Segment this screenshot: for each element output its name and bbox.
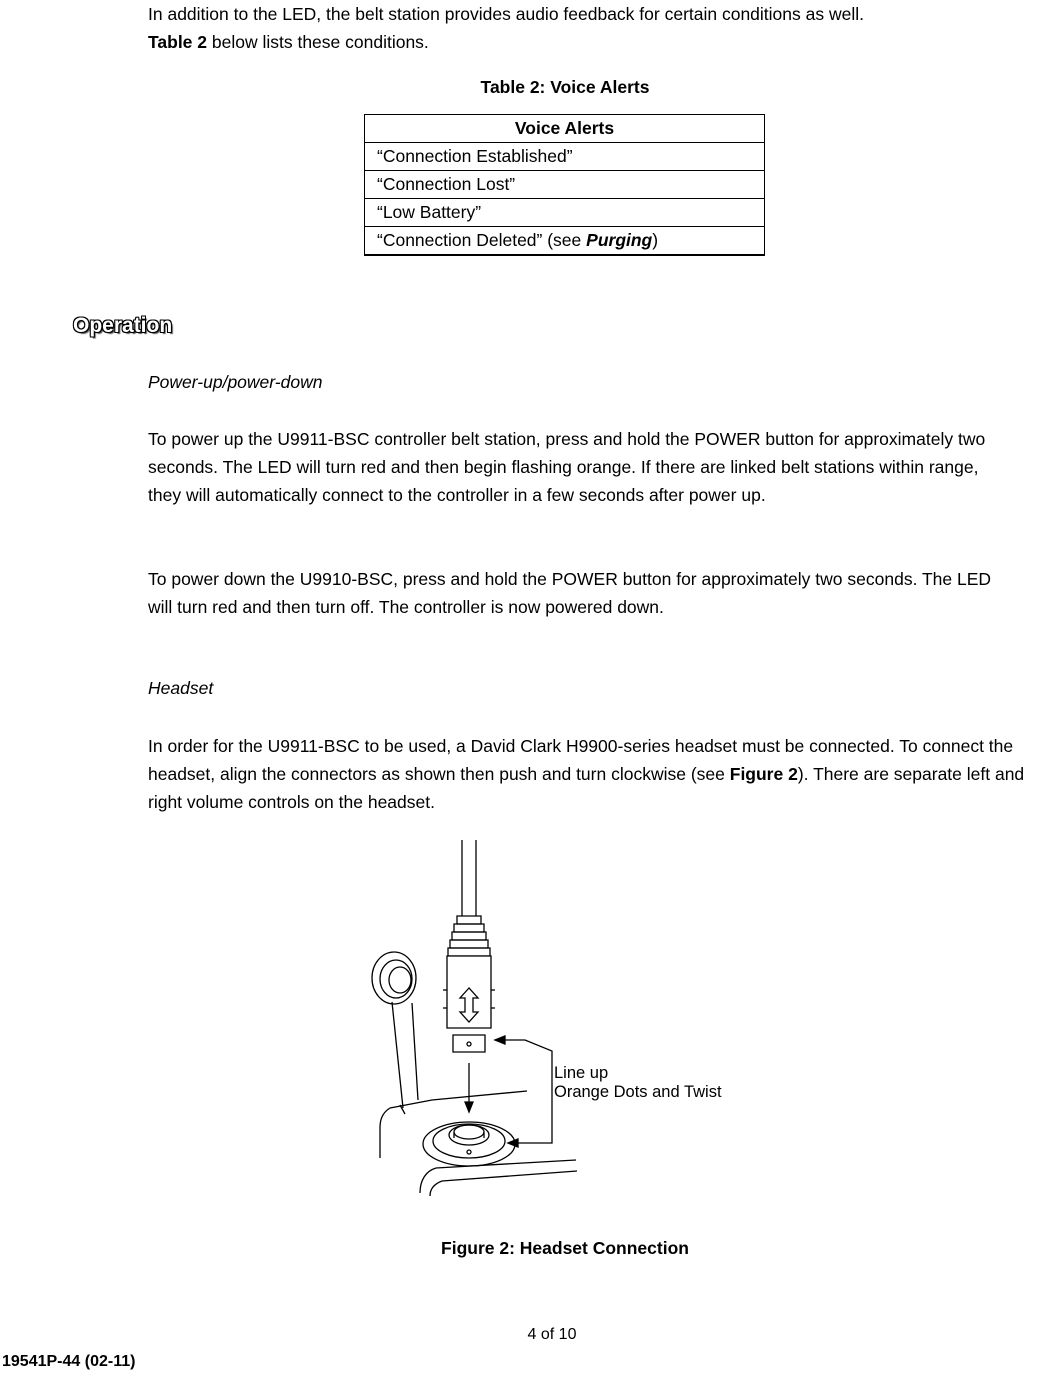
table-header: Voice Alerts [365,115,765,143]
table-2-reference: Table 2 [148,32,208,52]
subheading-headset: Headset [148,678,214,698]
purging-reference: Purging [586,230,653,250]
section-heading-operation: Operation [73,314,173,337]
figure-label-line-1: Line up [554,1064,609,1082]
table-row: “Connection Lost” [365,171,765,199]
page-number: 4 of 10 [527,1326,577,1343]
power-up-paragraph: To power up the U9911-BSC controller belt station, press and hold the POWER button for approximately two seconds. The LED will turn red and then begin flashing orange. If there are linked belt stations within range, they will automatically connect to the controller in a few seconds after power up. [148,429,986,505]
row-suffix: ) [652,230,659,250]
table-row: “Low Battery” [365,199,765,227]
table-row: “Connection Established” [365,143,765,171]
power-down-paragraph: To power down the U9910-BSC, press and hold the POWER button for approximately two seconds. The LED will turn red and then turn off. The controller is now powered down. [148,569,992,617]
headset-paragraph [148,732,1044,816]
intro-line-1: In addition to the LED, the belt station provides audio feedback for certain conditions as well. [148,4,864,24]
document-id: 19541P-44 (02-11) [2,1353,136,1370]
intro-line-2: below lists these conditions. [207,32,429,52]
intro-paragraph [148,0,1028,56]
headset-connection-illustration [370,838,790,1198]
headset-text-2: ). There are separate left and right volume controls on the headset. [148,764,1025,812]
table-caption: Table 2: Voice Alerts [480,77,650,97]
voice-alerts-table [364,114,765,256]
headset-text-1: In order for the U9911-BSC to be used, a David Clark H9900-series headset must be connected. To connect the headset, align the connectors as shown then push and turn clockwise (see [148,736,1014,784]
headset-connection-figure [370,838,790,1198]
figure-label-line-2: Orange Dots and Twist [554,1083,722,1101]
table-row [365,227,765,256]
subheading-power: Power-up/power-down [148,372,323,392]
figure-caption: Figure 2: Headset Connection [441,1238,689,1258]
row-prefix: “Connection Deleted” (see [377,230,587,250]
figure-2-reference: Figure 2 [729,764,798,784]
